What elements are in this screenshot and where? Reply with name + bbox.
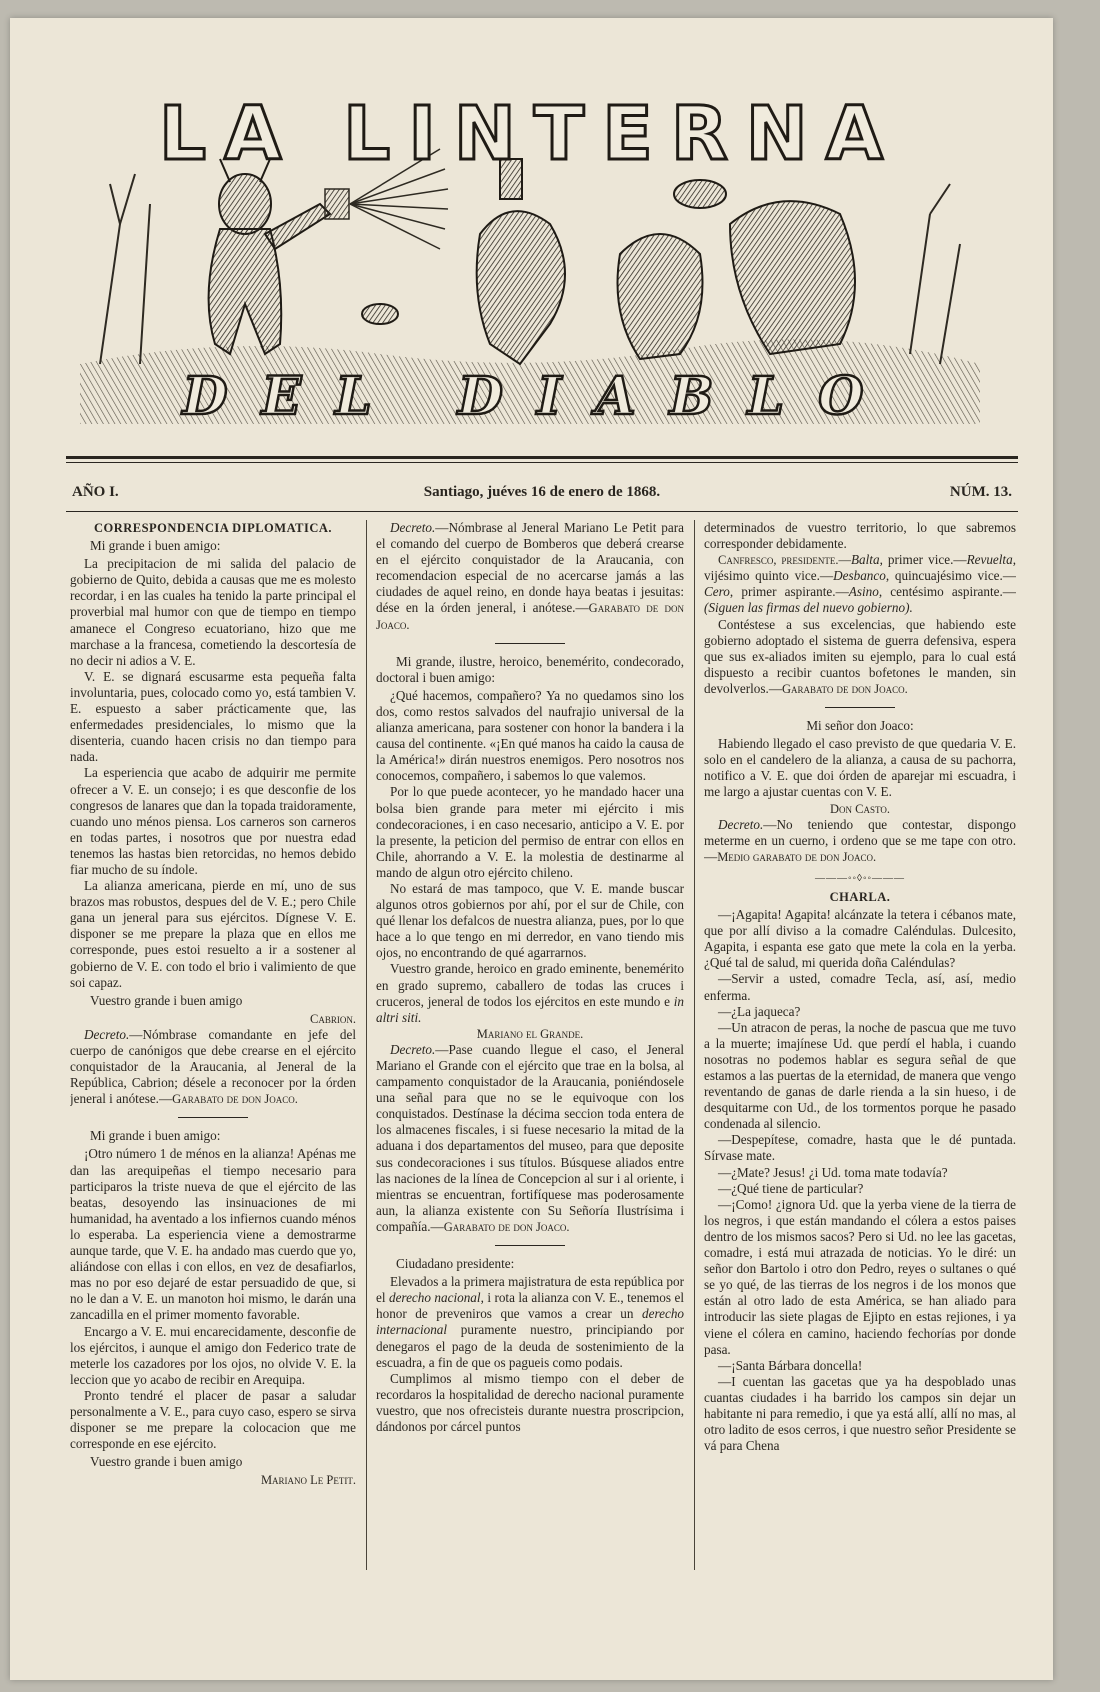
decree	[70, 1027, 356, 1107]
year-label: AÑO I.	[72, 484, 119, 500]
paragraph: ¿Qué hacemos, compañero? Ya no quedamos sino los dos, como restos salvados del naufrajio universal de la alianza americana, para sostener con honor la bandera i la causa del continente. «¡En qué manos ha caido la causa de la América!» dirán nuestros enemigos. Pero nosotros nos conocemos, compañero, i sabemos lo que valemos.	[376, 687, 684, 784]
separator	[495, 643, 565, 644]
paragraph: Habiendo llegado el caso previsto de que quedaria V. E. solo en el candelero de la alianza, a causa de su pachorra, notifico a V. E. que doi órden de aparejar mi escuadra, i me largo a ajustar cuentas con V. E.	[704, 736, 1016, 800]
separator	[178, 1117, 248, 1118]
decree-label: Decreto.	[390, 520, 436, 535]
decree-signature: Garabato de don Joaco.	[172, 1092, 298, 1107]
paragraph: No estará de mas tampoco, que V. E. mande buscar algunos otros gobiernos por ahí, por el sur de Chile, con qué llenar los defalcos de nuestra alianza, pues, por lo que hace a lo que tengo en mi derredor, en vano tiendo mis ojos, no encontrando de qué agarrarnos.	[376, 880, 684, 961]
separator	[825, 707, 895, 708]
paragraph-text: Vuestro grande, heroico en grado eminente, benemérito en grado supremo, caballero de todas las cruces i cruceros, jeneral de todos los ejércitos en este mundo e	[376, 961, 684, 1009]
dialogue-line: —Despepítese, comadre, hasta que le dé puntada. Sírvase mate.	[704, 1132, 1016, 1164]
newspaper-page	[10, 18, 1053, 1680]
signatory-role: , vijésimo quinto vice.—	[704, 552, 1016, 584]
italic-phrase: in altri siti.	[376, 993, 684, 1025]
signature: Mariano Le Petit.	[260, 1473, 356, 1488]
top-rule	[66, 456, 1018, 459]
decree	[376, 520, 684, 633]
salutation: Ciudadano presidente:	[396, 1256, 515, 1272]
decree-text: —No teniendo que contestar, dispongo meterme en un cuerno, i ordeno que se me tape con otro.—	[704, 816, 1016, 864]
closing: Vuestro grande i buen amigo	[90, 1454, 243, 1470]
ornament-rule: ———◦◦◊◦◦———	[814, 872, 906, 884]
paragraph: Cumplimos al mismo tiempo con el deber de recordaros la hospitalidad de derecho nacional puramente vuestro, que nos ofrecisteis durante nuestra proscripcion, dándonos por cárcel puntos	[376, 1370, 684, 1434]
italic-phrase: derecho internacional	[376, 1306, 684, 1338]
paragraph: ¡Otro número 1 de ménos en la alianza! Apénas me dan las arequipeñas el tiempo necesario para participaros la triste nueva de que el ejército de las beatas, desoyendo las insinuaciones de mi humanidad, ha aventado a los infiernos cuando ménos lo esperaba. La esperiencia viene a demostrarme aunque tarde, que V. E. ha andado mas cuerdo que yo, aliándose con ellas i con ellos, en vez de desafiarlos, mas no por eso dejaré de estar persuadido de que, si no le dan a V. E. un manoton hoi mismo, le darán una zancadilla en el primer momento favorable.	[70, 1146, 356, 1323]
decree-text: —Nómbrase comandante en jefe del cuerpo de canónigos que debe crearse en el ejército conquistador de la Araucania, al Jeneral de la República, Cabrion; désele a reconocer por la órden jeneral i anótese.—	[70, 1026, 356, 1107]
paragraph-text: Contéstese a sus excelencias, que habiendo este gobierno adoptado el sistema de guerra defensiva, espera que sus ex-aliados imiten su ejemplo, para lo cual está dispuesto a recibir cuantos bofetones le manden, sin devolverlos.—	[704, 616, 1016, 696]
decree-label: Decreto.	[390, 1041, 436, 1057]
closing: Vuestro grande i buen amigo	[90, 992, 243, 1008]
column-divider	[694, 520, 695, 1570]
signatories	[704, 552, 1016, 616]
paragraph	[376, 1274, 684, 1371]
decree	[376, 1042, 684, 1235]
signatory-role: , primer vice.—	[879, 552, 967, 568]
section-heading: CHARLA.	[829, 889, 891, 904]
signatory: Balta	[850, 552, 880, 568]
paragraph: La alianza americana, pierde en mí, uno de sus brazos mas robustos, despues del de V. E.; pero Chile gana un jeneral para sus ejércitos. Dígnese V. E. disponer se me prepare la plaza que en ellos me corresponde, pues estoi resuelto a ir a sostener al gobierno de V. E. con todo el brio i valimiento de que soi capaz.	[70, 878, 356, 990]
column-2	[376, 520, 684, 1570]
decree-signature: Garabato de don Joaco.	[443, 1219, 570, 1234]
dialogue-line: —Un atracon de peras, la noche de pascua que me tuvo a la muerte; imajínese Ud. que perdí el habla, i cuando nosotras no podemos hablar es segura señal de que estamos a las puertas de la eternidad, de manera que vengo reventando de ganas de darle rienda a la sin hueso, i de desquitarme con Ud., de los tormentos porque he pasado condenada al silencio.	[704, 1019, 1016, 1132]
italic-phrase: derecho nacional	[388, 1290, 481, 1306]
dateline-rule	[66, 511, 1018, 512]
signatory: Cero	[704, 584, 730, 600]
decree-text: —Nómbrase al Jeneral Mariano Le Petit para el comando del cuerpo de Bomberos que deberá crearse en el ejército conquistador de la Araucania, con recomendacion especial de no acercarse jamás a las ciudades de aquel reino, en donde haya beatas i jesuitas: dése en la órden jeneral, i anótese.—	[376, 520, 684, 616]
column-3	[704, 520, 1016, 1570]
section-heading: CORRESPONDENCIA DIPLOMATICA.	[93, 521, 333, 535]
decree-label: Decreto.	[84, 1026, 130, 1042]
salutation: Mi señor don Joaco:	[806, 718, 914, 734]
dialogue-line: —¿La jaqueca?	[718, 1003, 801, 1019]
top-rule-thin	[66, 462, 1018, 463]
signatory-role: , quincuajésimo vice.—	[885, 568, 1016, 584]
salutation: Mi grande, ilustre, heroico, benemérito, condecorado, doctoral i buen amigo:	[376, 653, 684, 685]
date-label: Santiago, juéves 16 de enero de 1868.	[423, 484, 661, 500]
dateline	[72, 484, 1012, 506]
salutation: Mi grande i buen amigo:	[90, 538, 221, 554]
dialogue-line: —I cuentan las gacetas que ya ha despoblado unas cuantas ciudades i ha barrido los campos sin dejar un habitante ni para remedio, i que ya está allí, allí no mas, al otro ladito de esos cerros, i que nuestro señor Presidente se vá para Chena	[704, 1373, 1016, 1454]
dialogue-line: —¡Santa Bárbara doncella!	[718, 1357, 863, 1373]
paragraph: Pronto tendré el placer de pasar a saludar personalmente a V. E., para cuyo caso, espero se sirva disponer se me prepare la colocacion que me corresponde en ese ejército.	[70, 1387, 356, 1452]
paragraph: Encargo a V. E. mui encarecidamente, desconfie de los ejércitos, i aunque el amigo don Federico trate de meterle los cazadores por los ojos, no olvide V. E. la leccion que yo acabo de recibir en Arequipa.	[70, 1323, 356, 1387]
devil-figure	[209, 159, 330, 354]
signature: Don Casto.	[830, 801, 890, 816]
masthead-title: LA LINTERNA	[158, 91, 902, 177]
dialogue-line: —Servir a usted, comadre Tecla, así, así, medio enferma.	[704, 971, 1016, 1003]
separator	[495, 1245, 565, 1246]
paragraph-text: Elevados a la primera majistratura de esta república por el	[376, 1274, 684, 1306]
masthead-subtitle: DEL DIABLO	[182, 366, 898, 427]
paragraph-text: , i rota la alianza con V. E., tenemos el honor de preveniros que vamos a crear un	[376, 1290, 684, 1322]
masthead-engraving	[80, 64, 980, 454]
signatory-role: , primer aspirante.—	[729, 584, 849, 600]
dialogue-line: —¡Agapita! Agapita! alcánzate la tetera i cébanos mate, que por allí diviso a la comadre Caléndulas. Dulcesito, Agapita, i espanta ese gato que mete la cola en la yerba. ¿Qué tal de salud, mi querida doña Caléndulas?	[704, 907, 1016, 971]
signatory: Canfresco, presidente.—	[718, 553, 851, 568]
decree	[704, 817, 1016, 865]
decree-signature: Medio garabato de don Joaco.	[717, 849, 877, 864]
paragraph	[704, 617, 1016, 697]
paragraph: determinados de vuestro territorio, lo que sabremos corresponder debidamente.	[704, 520, 1016, 552]
masthead-illustration	[80, 64, 980, 454]
paragraph: La esperiencia que acabo de adquirir me permite ofrecer a V. E. un consejo; i es que desconfie de los congresos de lanares que dan la topada traidoramente, cuando uno ménos piensa. Los carneros son carneros en todas partes, i nosotros que por nuestra edad tenemos las hastas bien retorcidas, no hemos debido fiar mucho de su índole.	[70, 765, 356, 877]
paragraph-text: puramente nuestro, principiando por denegaros el pago de la deuda de sostenimiento de la escuadra, a fin de que os pagueis como podais.	[376, 1322, 684, 1370]
signature: Cabrion.	[310, 1011, 356, 1026]
paragraph: Por lo que puede acontecer, yo he mandado hacer una bolsa bien grande para meter mi ejército i mis condecoraciones, i en caso necesario, anticipo a V. E. por la presente, la peticion del permiso de entrar con ellos en Chile, ahorrando a V. E. la molestia de destinarme al mando de algun otro ejército chileno.	[376, 784, 684, 880]
decree-signature: Garabato de don Joaco.	[376, 601, 684, 632]
issue-number: NÚM. 13.	[949, 484, 1012, 500]
paragraph: La precipitacion de mi salida del palacio de gobierno de Quito, debida a causas que me es molesto recordar, i en las cuales ha tenido la parte principal el proverbial mal humor con que de tiempo en tiempo amanece el Congreso ecuatoriano, hizo que me marchase a la francesa, cometiendo la descortesía de no decir ni adios a V. E.	[70, 556, 356, 668]
column-1	[70, 520, 356, 1570]
column-divider	[366, 520, 367, 1570]
decree-signature: Garabato de don Joaco.	[782, 681, 908, 696]
paragraph	[376, 961, 684, 1025]
signatory-role: , centésimo aspirante.—	[878, 584, 1016, 600]
signatory: Asino	[848, 584, 879, 600]
paragraph: V. E. se dignará escusarme esta pequeña falta involuntaria, pues, colocado como yo, está tambien V. E. espuesto a saber prácticamente que, las enfermedades presidenciales, lo mismo que la disenteria, cuando hacen crisis no dan tiempo para nada.	[70, 668, 356, 765]
dialogue-line: —¿Qué tiene de particular?	[718, 1180, 864, 1196]
dialogue-line: —¡Como! ¿ignora Ud. que la yerba viene de la tierra de los negros, i que están mandando el cólera a estos paises dentro de los mismos sacos? Pero si Ud. no lee las gacetas, comadre, i está mui atrazada de noticias. Yo le diré: un señor don Bartolo i otro don Pedro, reyes o sultanes o qué se yo qué, de las tierras de los negros i de los monos que están al otro lado de esta América, se han aliado para introducir las siete plagas de Ejipto en estas rejiones, i ya viene el cólera en camino, haciendo fechorías por donde pasa.	[704, 1196, 1016, 1357]
signatory: Revuelta	[966, 552, 1013, 568]
salutation: Mi grande i buen amigo:	[90, 1128, 221, 1144]
dialogue-line: —¿Mate? Jesus! ¿i Ud. toma mate todavía?	[718, 1164, 948, 1180]
signatory: Desbanco	[833, 568, 886, 584]
signature: Mariano el Grande.	[476, 1026, 584, 1041]
signatory-note: (Siguen las firmas del nuevo gobierno).	[704, 600, 913, 616]
decree-label: Decreto.	[718, 816, 764, 832]
decree-text: —Pase cuando llegue el caso, el Jeneral Mariano el Grande con el ejército que trae en la bolsa, al campamento conquistador de la Araucania, poniéndosele una señal para que no se le equivoque con los conquistados. Destínase la décima seccion toda entera de los almacenes fiscales, i si fuese necesario la mitad de la aduana i dos departamentos del museo, para que deposite sus condecoraciones i sus títulos. Búsquese aliados entre las naciones de la línea de Concepcion al sur i al oriente, i mientras se encuentran, fortifíquese mas poderosamente aun, la alianza existente con Su Señoría Ilustrísima i compañía.—	[376, 1041, 684, 1234]
